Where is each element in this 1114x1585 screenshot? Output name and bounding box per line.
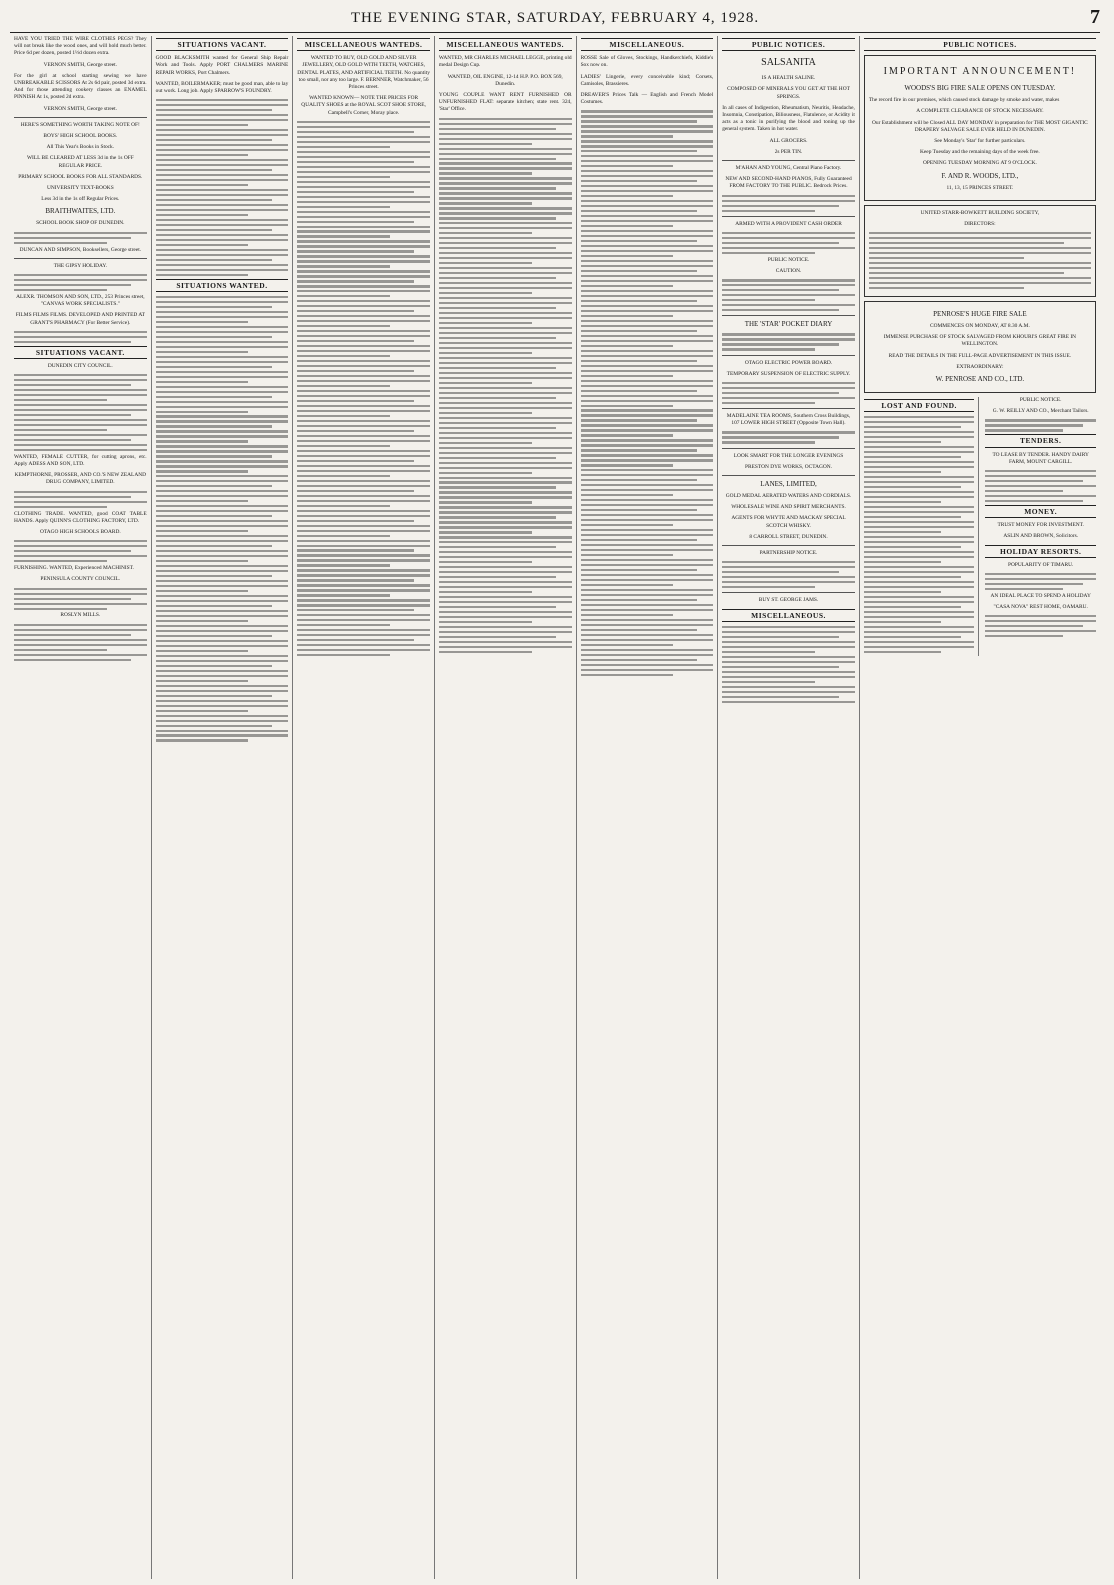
text-block [14, 274, 147, 291]
bookshop-headline: HERE'S SOMETHING WORTH TAKING NOTE OF! [20, 121, 140, 128]
section-heading: SITUATIONS VACANT. [156, 38, 289, 51]
section-heading: HOLIDAY RESORTS. [985, 545, 1096, 558]
casa-nova: "CASA NOVA" REST HOME, OAMARU. [993, 604, 1088, 611]
text-block [722, 232, 855, 254]
ad-gipsy-holiday: THE GIPSY HOLIDAY. [53, 262, 107, 269]
notices-column [985, 397, 1096, 655]
ad-vernon-smith-2: VERNON SMITH, George street. [43, 105, 118, 112]
bookshop-line: BOYS' HIGH SCHOOL BOOKS. [43, 133, 118, 140]
timaru: POPULARITY OF TIMARU. [1007, 561, 1074, 568]
text-block [14, 540, 147, 562]
text-block [156, 99, 289, 276]
text-block [869, 232, 1091, 289]
penrose-read: READ THE DETAILS IN THE FULL-PAGE ADVERTISEMENT IN THIS ISSUE. [888, 352, 1072, 359]
ad-roslyn-mills: ROSLYN MILLS. [60, 612, 101, 619]
column-2 [152, 36, 294, 1579]
masthead [10, 6, 1100, 33]
ad-dreaver: DREAVER'S Prices Talk — English and French Model Costumes. [580, 92, 714, 106]
woods-announcement: IMPORTANT ANNOUNCEMENT! [883, 66, 1077, 78]
section-heading: PUBLIC NOTICES. [864, 38, 1096, 51]
divider [722, 315, 855, 316]
ad-films: FILMS FILMS FILMS. DEVELOPED AND PRINTED AT GRANT'S PHARMACY (For Better Service). [15, 312, 145, 326]
section-heading: LOST AND FOUND. [864, 399, 975, 412]
text-block [439, 118, 572, 654]
divider [722, 592, 855, 593]
ad-kempthorne: KEMPTHORNE, PROSSER, AND CO.'S NEW ZEALAND DRUG COMPANY, LIMITED. [14, 472, 147, 486]
penrose-desc: IMMENSE PURCHASE OF STOCK SALVAGED FROM KHOURI'S GREAT FIRE IN WELLINGTON. [883, 334, 1077, 348]
trust-money: TRUST MONEY FOR INVESTMENT. [997, 522, 1084, 529]
bookshop-line: WILL BE CLEARED AT LESS 3d in the 1s OFF REGULAR PRICE. [26, 155, 134, 169]
bookshop-line: PRIMARY SCHOOL BOOKS FOR ALL STANDARDS. [18, 173, 143, 180]
ad-blacksmith: GOOD BLACKSMITH wanted for General Ship Repair Work and Tools. Apply PORT CHALMERS MARINE REPAIR WORKS, Port Chalmers. [155, 55, 289, 76]
lanes-name: LANES, LIMITED, [760, 480, 817, 489]
text-block [985, 573, 1096, 590]
ad-lingerie: LADIES' Lingerie, every conceivable kind; Corsets, Camisoles, Brassieres. [580, 73, 714, 87]
salsanita-desc: COMPOSED OF MINERALS YOU GET AT THE HOT SPRINGS. [727, 86, 850, 100]
section-heading: PUBLIC NOTICES. [722, 38, 855, 51]
divider [722, 545, 855, 546]
text-block [14, 624, 147, 661]
braithwaites-name: BRAITHWAITES, LTD. [45, 207, 116, 216]
woods-star: See Monday's 'Star' for further particulars. [934, 138, 1026, 145]
text-block [722, 279, 855, 311]
section-heading: SITUATIONS WANTED. [156, 279, 289, 292]
column-7 [860, 36, 1100, 1579]
woods-closed: Our Establishment will be Closed ALL DAY MONDAY in preparation for THE MOST GIGANTIC DRAPERY SALVAGE SALE EVER HELD IN DUNEDIN. [872, 119, 1088, 133]
text-block [985, 470, 1096, 502]
council-name: DUNEDIN CITY COUNCIL. [47, 362, 113, 369]
column-4 [435, 36, 577, 1579]
text-block [156, 296, 289, 742]
section-heading: SITUATIONS VACANT. [14, 346, 147, 359]
bookshop-line: UNIVERSITY TEXT-BOOKS [46, 185, 114, 192]
text-block [864, 416, 975, 652]
braithwaites-sub: SCHOOL BOOK SHOP OF DUNEDIN. [36, 220, 125, 227]
ad-otago-high-schools: OTAGO HIGH SCHOOLS BOARD. [39, 529, 121, 536]
lanes-wine: WHOLESALE WINE AND SPIRIT MERCHANTS. [731, 504, 846, 511]
text-block [722, 431, 855, 443]
starr-directors: DIRECTORS: [964, 221, 996, 228]
provident-head: ARMED WITH A PROVIDENT CASH ORDER [735, 220, 842, 227]
ad-young-couple: YOUNG COUPLE WANT RENT FURNISHED OR UNFURNISHED FLAT: separate kitchen; state rent. 324, 'Star' Office. [438, 92, 572, 113]
lanes-agents: AGENTS FOR WHYTE AND MACKAY SPECIAL SCOTCH WHISKY. [731, 515, 846, 529]
woods-clearance: A COMPLETE CLEARANCE OF STOCK NECESSARY. [916, 108, 1044, 115]
text-block [297, 121, 430, 657]
lost-found-column [864, 397, 980, 655]
ad-clothing-trade: CLOTHING TRADE. WANTED, good COAT TABLE HANDS. Apply QUINN'S CLOTHING FACTORY, LTD. [14, 510, 147, 524]
lower-split [864, 397, 1096, 655]
section-heading: MISCELLANEOUS. [722, 609, 855, 622]
ad-legge: WANTED, MR CHARLES MICHAEL LEGGE, printing old medal Design Cup. [438, 55, 572, 69]
text-block [722, 382, 855, 404]
column-6 [718, 36, 860, 1579]
aslin-brown: ASLIN AND BROWN, Solicitors. [1003, 533, 1079, 540]
mahan-name: M'AHAN AND YOUNG, Central Piano Factory. [735, 165, 842, 172]
ad-alexr-thomson: ALEXR. THOMSON AND SON, LTD., 253 Princes street, "CANVAS WORK SPECIALISTS." [16, 293, 145, 308]
text-block [722, 195, 855, 212]
bookshop-line: Less 3d in the 1s off Regular Prices. [41, 196, 120, 203]
salsanita-price: 2s PER TIN. [774, 148, 803, 155]
woods-intro: The record fire in our premises, which caused stock damage by smoke and water, makes [868, 97, 1060, 104]
bookshop-line: All This Year's Books in Stock. [46, 144, 115, 151]
woods-firm: F. AND R. WOODS, LTD., [941, 171, 1019, 180]
penrose-sub: COMMENCES ON MONDAY, AT 8.30 A.M. [930, 323, 1030, 330]
ad-female-cutter: WANTED, FEMALE CUTTER, for cutting aprons, etc. Apply ADESS AND SON, LTD. [14, 453, 147, 468]
salsanita-grocers: ALL GROCERS. [769, 137, 808, 144]
ad-scissors: For the girl at school starting sewing we have UNBREAKABLE SCISSORS At 2s 6d pair, posted 3d extra. And for those attending cookery classes an ENAMEL PINNISH At 1s, posted 2d extra. [14, 72, 147, 101]
divider [722, 408, 855, 409]
ad-old-gold: WANTED TO BUY, OLD GOLD AND SILVER JEWELLERY, OLD GOLD WITH TEETH, WATCHES, DENTAL PLATES, AND ARTIFICIAL TEETH. No quantity too small, nor any too large. F. BERNNER, Watchmaker, 56 Princes street. [297, 55, 430, 91]
divider [722, 160, 855, 161]
text-block [722, 626, 855, 703]
starr-name: UNITED STARR-BOWKETT BUILDING SOCIETY, [920, 209, 1040, 216]
woods-fire-sale-ad [864, 55, 1096, 201]
divider [722, 355, 855, 356]
penrose-headline: PENROSE'S HUGE FIRE SALE [933, 310, 1027, 319]
ideal-holiday: AN IDEAL PLACE TO SPEND A HOLIDAY [990, 592, 1091, 599]
look-smart-head: LOOK SMART FOR THE LONGER EVENINGS [733, 452, 844, 459]
section-heading: MISCELLANEOUS WANTEDS. [297, 38, 430, 51]
section-heading: TENDERS. [985, 434, 1096, 447]
divider [14, 258, 147, 259]
text-block [14, 232, 147, 244]
lanes-addr: 8 CARROLL STREET, DUNEDIN. [749, 533, 828, 540]
masthead-title: THE EVENING STAR, SATURDAY, FEBRUARY 4, 1928. [350, 10, 760, 26]
public-notice-head: PUBLIC NOTICE. [767, 256, 810, 263]
woods-opening: OPENING TUESDAY MORNING AT 9 O'CLOCK. [922, 160, 1037, 167]
penrose-ad [864, 301, 1096, 393]
page-number: 7 [1090, 6, 1100, 28]
text-block [722, 561, 855, 588]
caution-head: CAUTION. [775, 268, 802, 275]
text-block [722, 333, 855, 350]
text-block [14, 588, 147, 610]
public-notice-head: PUBLIC NOTICE. [1019, 397, 1062, 404]
salsanita-text: In all cases of Indigestion, Rheumatism, Neuritis, Headache, Insomnia, Constipation, Biliousness, Flatulence, or Acidity it acts as a tonic in purifying the blood and toning up the general system. Taken in hot water. [722, 104, 855, 133]
section-heading: MISCELLANEOUS WANTEDS. [439, 38, 572, 51]
woods-keep: Keep Tuesday and the remaining days of the week free. [920, 149, 1040, 156]
column-3 [293, 36, 435, 1579]
reilly-name: G. W. REILLY AND CO., Merchant Tailors. [992, 408, 1089, 415]
text-block [14, 374, 147, 451]
salsanita-sub: IS A HEALTH SALINE. [761, 75, 816, 82]
mahan-sub: NEW AND SECOND-HAND PIANOS, Fully Guaranteed FROM FACTORY TO THE PUBLIC. Bedrock Prices. [725, 176, 852, 190]
text-block [581, 110, 714, 675]
text-block [14, 491, 147, 508]
ad-rosse: ROSSE Sale of Gloves, Stockings, Handkerchiefs, Kiddie's Sox now on. [580, 55, 714, 69]
text-block [14, 331, 147, 343]
section-heading: MONEY. [985, 505, 1096, 518]
woods-addr: 11, 13, 15 PRINCES STREET. [946, 184, 1014, 191]
divider [14, 117, 147, 118]
ad-vernon-smith: VERNON SMITH, George street. [43, 61, 118, 68]
preston-name: PRESTON DYE WORKS, OCTAGON. [745, 463, 833, 470]
section-heading: MISCELLANEOUS. [581, 38, 714, 51]
ad-boilermaker: WANTED, BOILERMAKER; must be good man, able to lay out work. Long job. Apply SPARROW'S FOUNDRY. [155, 80, 289, 95]
partnership-head: PARTNERSHIP NOTICE. [759, 550, 818, 557]
starr-bowkett-ad [864, 205, 1096, 297]
buy-jams-head: BUY ST. GEORGE JAMS. [758, 597, 819, 604]
otago-electric-head: OTAGO ELECTRIC POWER BOARD. [744, 359, 833, 366]
ad-peninsula: PENINSULA COUNTY COUNCIL. [40, 576, 121, 583]
text-block [985, 615, 1096, 637]
madeleine-head: MADELAINE TEA ROOMS, Southern Cross Buildings, 107 LOWER HIGH STREET (Opposite Town Hall). [726, 413, 851, 427]
lanes-sub: GOLD MEDAL AERATED WATERS AND CORDIALS. [725, 493, 852, 500]
ad-clothes-pegs: HAVE YOU TRIED THE WIRE CLOTHES PEGS? They will not break like the wood ones, and will hold much better. Price 6d per dozen, posted 1½d dozen extra. [14, 36, 147, 57]
divider [722, 216, 855, 217]
ad-duncan-simpson: DUNCAN AND SIMPSON, Booksellers, George street. [19, 246, 142, 253]
pocket-diary-head: THE 'STAR' POCKET DIARY [744, 320, 833, 329]
divider [722, 475, 855, 476]
text-block [985, 419, 1096, 431]
penrose-firm: W. PENROSE AND CO., LTD. [935, 375, 1025, 384]
salsanita-name: SALSANITA [761, 57, 816, 69]
woods-headline: WOODS'S BIG FIRE SALE OPENS ON TUESDAY. [904, 84, 1056, 93]
columns [10, 36, 1100, 1579]
handy-farm: TO LEASE BY TENDER. HANDY DAIRY FARM, MOUNT CARGILL. [992, 451, 1089, 465]
ad-furnishing: FURNISHING. WANTED, Experienced MACHINIST. [14, 565, 134, 572]
otago-electric-sub: TEMPORARY SUSPENSION OF ELECTRIC SUPPLY. [726, 370, 851, 377]
ad-royal-scot: WANTED KNOWN— NOTE THE PRICES FOR QUALITY SHOES at the ROYAL SCOT SHOE STORE, Campbell's Corner, Moray place. [301, 95, 426, 116]
column-5 [577, 36, 719, 1579]
ad-oil-engine: WANTED, OIL ENGINE, 12-14 H.P. P.O. BOX 569, Dunedin. [447, 73, 563, 87]
column-1 [10, 36, 152, 1579]
penrose-extra: EXTRAORDINARY: [956, 363, 1004, 370]
divider [722, 448, 855, 449]
